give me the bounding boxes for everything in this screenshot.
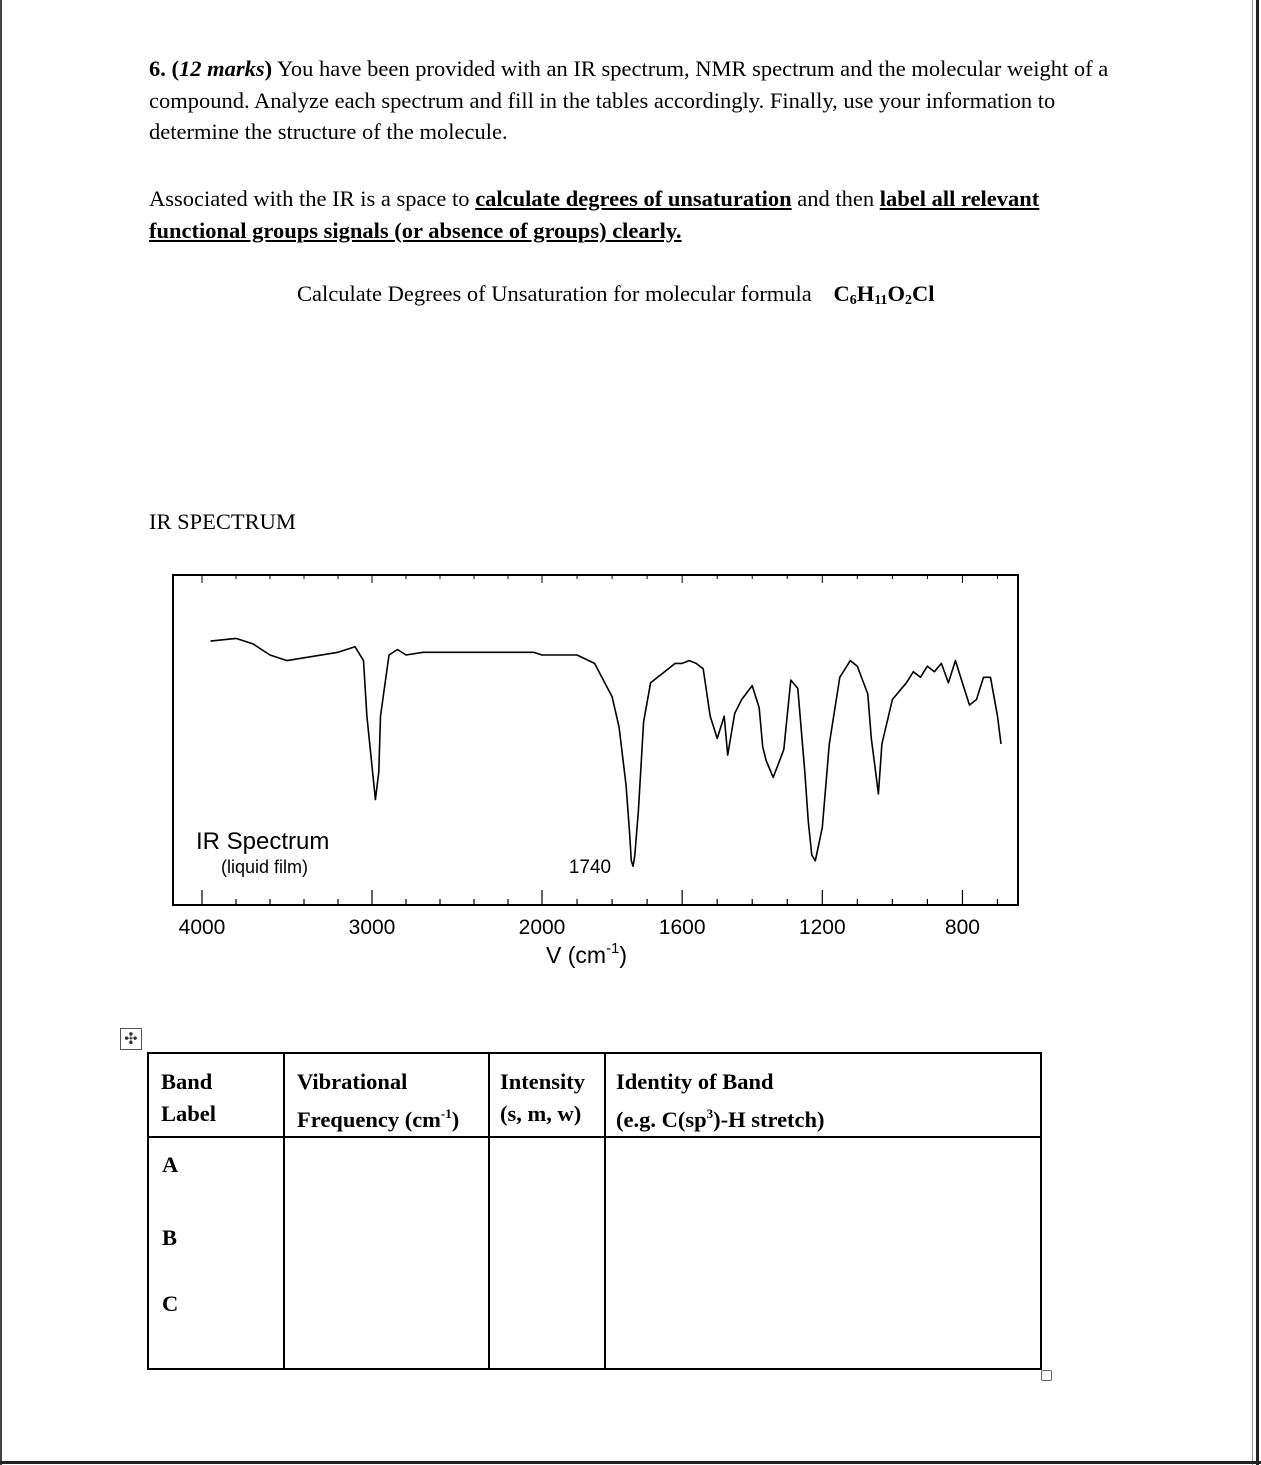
identity-answer-cell[interactable] (605, 1137, 1041, 1369)
chart-subtitle: (liquid film) (221, 857, 309, 877)
ir-spectrum-chart (160, 565, 1040, 985)
x-tick-labels (179, 916, 980, 939)
chart-title: IR Spectrum (196, 828, 330, 855)
page-border-right-inner (1252, 0, 1253, 1465)
question-marks: 12 marks (179, 56, 265, 81)
page-border-left (0, 0, 2, 1465)
header-intensity: Intensity (s, m, w) (489, 1053, 605, 1137)
band-label-c: C (162, 1291, 179, 1316)
header-band-label: Band Label (148, 1053, 284, 1137)
x-tick-label: 4000 (178, 916, 226, 939)
x-tick-label: 800 (944, 916, 980, 939)
band-label-a: A (162, 1152, 179, 1177)
x-axis-label: V $(cm^{-1})$ (546, 940, 628, 968)
ir-band-table (147, 1052, 1042, 1370)
ir-section-heading: IR SPECTRUM (149, 509, 296, 534)
x-tick-label: 3000 (348, 916, 396, 939)
table-body-row (148, 1137, 1041, 1369)
band-label-b: B (162, 1225, 178, 1250)
x-tick-label: 1600 (658, 916, 706, 939)
header-vibrational-frequency: Vibrational Frequency $(cm^{-1})$ (284, 1053, 489, 1137)
unsaturation-prompt (297, 281, 934, 309)
question-text: You have been provided with an IR spectrum, NMR spectrum and the molecular weight of a compound. Analyze each spectrum and fill in the tables accordingly. Finally, use your information to determine the structure of the molecule. (149, 56, 1109, 144)
molecular-formula: $C_6H_{11}O_2Cl$ (833, 281, 935, 308)
peak-annotation-1740: 1740 (568, 857, 612, 878)
question-paragraph: 6. (12 marks) You have been provided with an IR spectrum, NMR spectrum and the molecular weight of a compound. Analyze each spectrum and fill in the tables accordingly. Finally, use your information to determine the structure of the molecule. (149, 56, 1109, 144)
table-header-row (148, 1053, 1041, 1137)
instructions-part1: Associated with the IR is a space to (149, 186, 470, 211)
page-border-bottom (0, 1461, 1261, 1464)
band-label-cell[interactable] (148, 1137, 284, 1369)
instructions-emphasis-unsaturation: calculate degrees of unsaturation (475, 186, 792, 211)
header-identity-of-band: Identity of Band (e.g. $C(sp^3)-H$ stretch) (605, 1053, 1041, 1137)
question-number: 6. (149, 56, 166, 81)
page-border-right (1256, 0, 1259, 1465)
intensity-answer-cell[interactable] (489, 1137, 605, 1369)
instructions-part2: and then (797, 186, 875, 211)
table-resize-handle[interactable] (1041, 1370, 1052, 1381)
table-move-handle-icon[interactable]: ✣ (120, 1028, 142, 1050)
instructions-paragraph (149, 183, 1109, 246)
unsaturation-label: Calculate Degrees of Unsaturation for molecular formula (297, 281, 812, 306)
instructions-emphasis-label: label all relevant functional groups signals (or absence of groups) clearly. (149, 186, 1040, 243)
x-tick-label: 2000 (518, 916, 566, 939)
x-tick-label: 1200 (798, 916, 846, 939)
x-axis-ticks (202, 890, 997, 905)
top-axis-ticks (202, 575, 997, 583)
chart-frame (173, 575, 1018, 905)
frequency-answer-cell[interactable] (284, 1137, 489, 1369)
